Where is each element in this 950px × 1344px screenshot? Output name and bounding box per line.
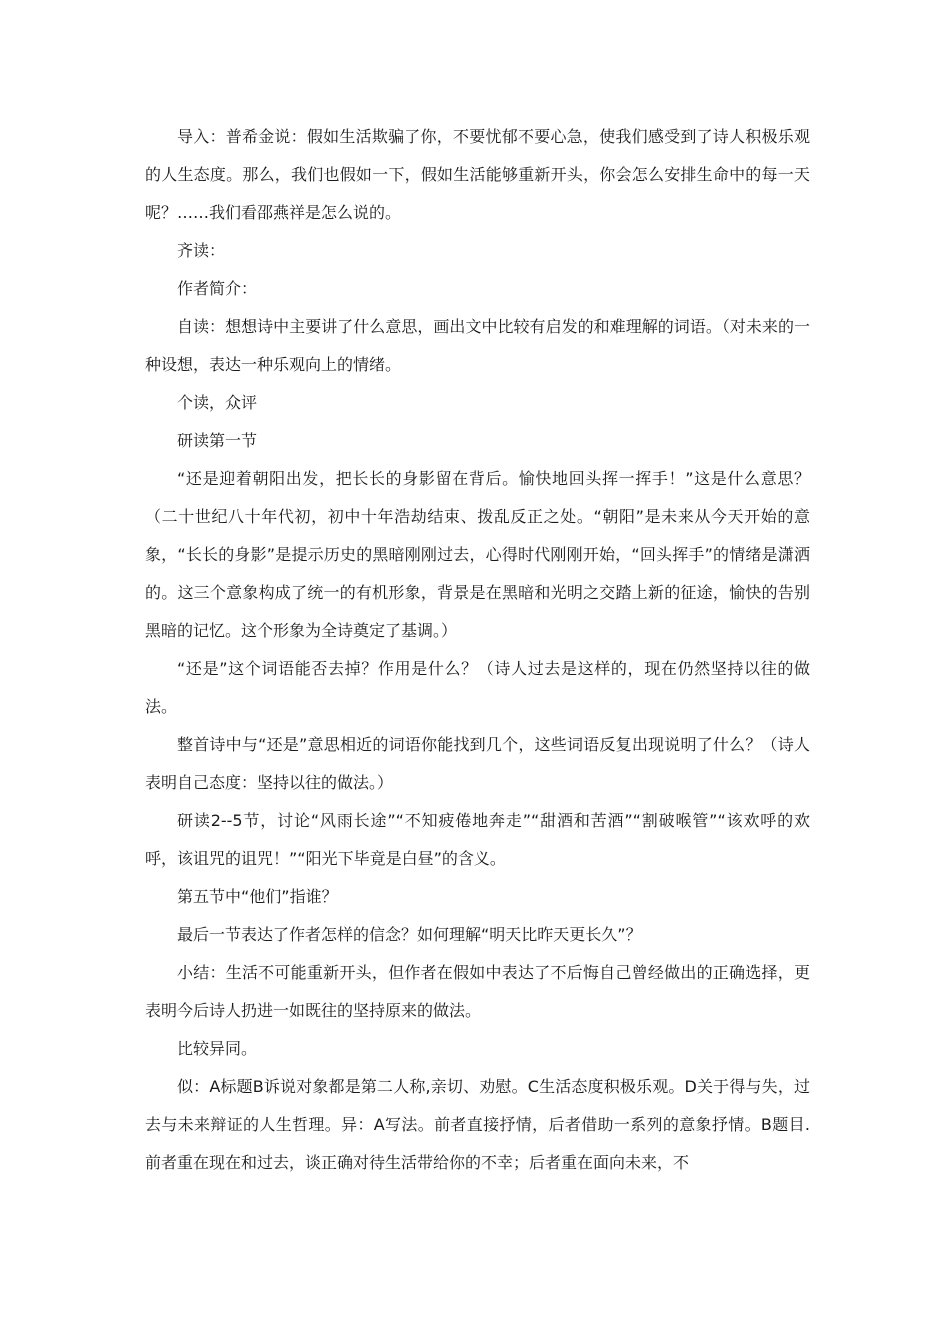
paragraph-compare: 比较异同。	[177, 1039, 258, 1058]
paragraph-individual-read: 个读，众评	[177, 393, 258, 412]
paragraph-similar-words: 整首诗中与“还是”意思相近的词语你能找到几个，这些词语反复出现说明了什么？（诗人表明自己态度：坚持以往的做法。）	[145, 735, 810, 792]
paragraph-haishi-question: “还是”这个词语能否去掉？作用是什么？（诗人过去是这样的，现在仍然坚持以往的做法。	[145, 659, 810, 716]
paragraph-study-section-one: 研读第一节	[177, 431, 258, 450]
paragraph-summary: 小结：生活不可能重新开头，但作者在假如中表达了不后悔自己曾经做出的正确选择，更表明今后诗人扔进一如既往的坚持原来的做法。	[145, 963, 810, 1020]
paragraph-section-five-question: 第五节中“他们”指谁？	[177, 887, 338, 906]
paragraph-section-one-analysis: “还是迎着朝阳出发，把长长的身影留在背后。愉快地回头挥一挥手！”这是什么意思？（二十世纪八十年代初，初中十年浩劫结束、拨乱反正之处。“朝阳”是未来从今天开始的意象，“长长的身影”是提示历史的黑暗刚刚过去，心得时代刚刚开始，“回头挥手”的情绪是潇洒的。这三个意象构成了统一的有机形象，背景是在黑暗和光明之交踏上新的征途，愉快的告别黑暗的记忆。这个形象为全诗奠定了基调。）	[145, 469, 810, 640]
paragraph-intro: 导入：普希金说：假如生活欺骗了你，不要忧郁不要心急，使我们感受到了诗人积极乐观的人生态度。那么，我们也假如一下，假如生活能够重新开头，你会怎么安排生命中的每一天呢？……我们看邵燕祥是怎么说的。	[145, 127, 810, 222]
paragraph-read-together: 齐读：	[177, 241, 226, 260]
paragraph-similarities-differences: 似：A标题B诉说对象都是第二人称,亲切、劝慰。C生活态度积极乐观。D关于得与失，过去与未来辩证的人生哲理。异：A写法。前者直接抒情，后者借助一系列的意象抒情。B题目.前者重在现在和过去，谈正确对待生活带给你的不幸；后者重在面向未来，不	[145, 1077, 810, 1172]
paragraph-study-sections-2-5: 研读2--5节，讨论“风雨长途”“不知疲倦地奔走”“甜酒和苦酒”“割破喉管”“该欢呼的欢呼，该诅咒的诅咒！”“阳光下毕竟是白昼”的含义。	[145, 811, 810, 868]
paragraph-last-section-question: 最后一节表达了作者怎样的信念？如何理解“明天比昨天更长久”？	[177, 925, 642, 944]
paragraph-author-intro: 作者简介：	[177, 279, 258, 298]
document-body	[145, 118, 810, 1182]
paragraph-self-read: 自读：想想诗中主要讲了什么意思，画出文中比较有启发的和难理解的词语。（对未来的一种设想，表达一种乐观向上的情绪。	[145, 317, 810, 374]
